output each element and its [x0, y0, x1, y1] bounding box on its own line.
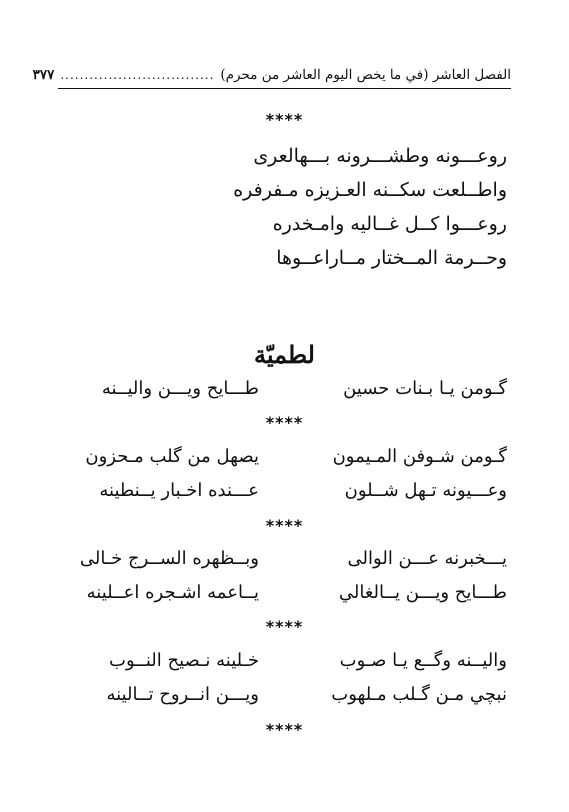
- stanza-separator: ****: [265, 516, 304, 535]
- verse-hemistich-right: يـــخبرنه عـــن الوالى: [347, 548, 507, 569]
- poem-line-1: روعـــونه وطشـــرونه بـــهالعرى: [253, 145, 507, 167]
- verse-hemistich-left: يــاعمه اشـجره اعــلينه: [86, 582, 259, 603]
- verse-hemistich-right: واليــنه وگــع يـا صـوب: [339, 650, 507, 671]
- verse-row: [62, 378, 507, 406]
- header-leader-dots: ................................: [60, 68, 215, 82]
- running-header: [32, 62, 511, 89]
- verse-hemistich-left: عـــنده اخـبار يــنطينه: [99, 480, 259, 501]
- verse-hemistich-right: گـومن يـا بـنات حسين: [343, 378, 507, 399]
- poem-line-4: وحــرمة المــختار مــاراعــوها: [276, 247, 507, 269]
- verse-hemistich-right: طـــايح ويـــن يــالغالي: [338, 582, 507, 603]
- verse-hemistich-right: گـومن شـوفن المـيمون: [332, 446, 507, 467]
- verse-row: [62, 548, 507, 576]
- verse-hemistich-left: طـــايح ويـــن واليــنه: [101, 378, 259, 399]
- stanza-separator: ****: [265, 720, 304, 739]
- verse-hemistich-left: ويـــن انــروح تــالينه: [106, 684, 259, 705]
- verse-row: [62, 650, 507, 678]
- stanza-separator: ****: [265, 413, 304, 432]
- verse-hemistich-left: خـلينه نـصيح النــوب: [109, 650, 259, 671]
- stanza-separator: ****: [265, 110, 304, 129]
- verse-row: [62, 684, 507, 712]
- poem-line-3: روعـــوا كــل غــاليه وامـخدره: [272, 213, 507, 235]
- page-number: ٣٧٧: [32, 67, 55, 83]
- verse-hemistich-right: نبچي مـن گـلب مـلهوب: [331, 684, 507, 705]
- chapter-title: الفصل العاشر (في ما يخص اليوم العاشر من محرم): [220, 67, 511, 83]
- verse-row: [62, 446, 507, 474]
- verse-row: [62, 480, 507, 508]
- verse-hemistich-left: وبــظهره الســرج خـالى: [79, 548, 259, 569]
- section-title: لطميّة: [254, 340, 315, 369]
- verse-hemistich-right: وعـــيونه تـهل شــلون: [344, 480, 507, 501]
- verse-hemistich-left: يصهل من گلب مـحزون: [85, 446, 259, 467]
- poem-line-2: واطــلعت سكــنه العـزيزه مـفرفره: [233, 179, 507, 201]
- stanza-separator: ****: [265, 617, 304, 636]
- verse-row: [62, 582, 507, 610]
